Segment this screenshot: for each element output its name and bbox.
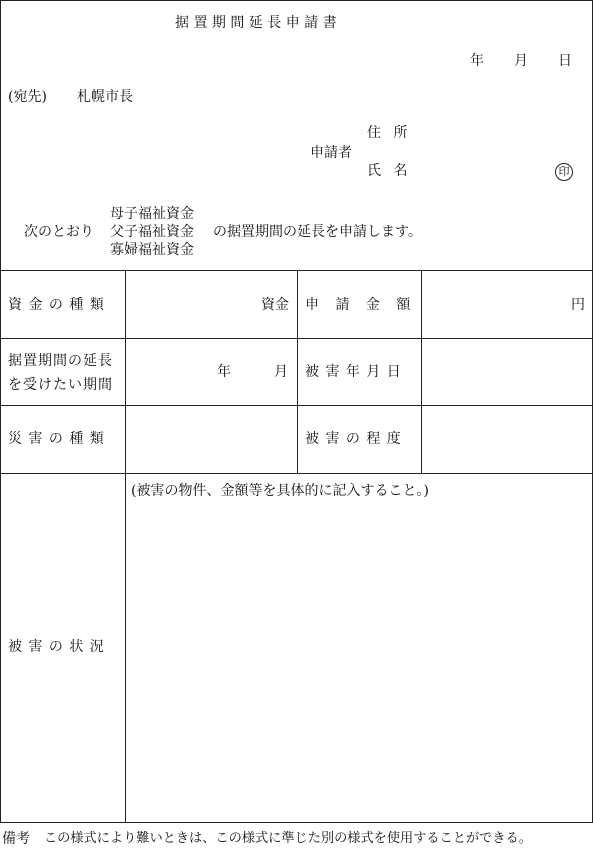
extension-label-line1: 据置期間の延長 — [8, 353, 113, 369]
col-divider-2 — [297, 270, 298, 473]
form-title: 据 置 期 間 延 長 申 請 書 — [175, 15, 337, 31]
period-year-label: 年 — [217, 364, 231, 380]
remark-text: この様式により難いときは、この様式に準じた別の様式を使用することができる。 — [44, 831, 532, 846]
disaster-type-label: 災 害 の 種 類 — [8, 431, 105, 447]
fund-option-widow: 寡婦福祉資金 — [110, 242, 194, 258]
row-divider-3 — [0, 473, 593, 474]
applicant-label: 申請者 — [310, 145, 352, 161]
address-label: 住 所 — [367, 125, 412, 141]
col-divider-3 — [421, 270, 422, 473]
date-year-label: 年 — [470, 53, 484, 69]
damage-degree-label: 被 害 の 程 度 — [305, 431, 402, 447]
extension-label-line2: を受けたい期間 — [8, 377, 113, 393]
addressee: 札幌市長 — [77, 89, 133, 105]
addressee-prefix: (宛先) — [8, 89, 47, 105]
remark-label: 備考 — [2, 831, 30, 847]
fund-type-label: 資 金 の 種 類 — [8, 297, 105, 313]
seal-mark: 印 — [555, 163, 573, 181]
amount-label: 申 請 金 額 — [305, 297, 417, 313]
col-divider-1 — [125, 270, 126, 822]
name-label: 氏 名 — [367, 163, 412, 179]
period-month-label: 月 — [274, 364, 288, 380]
intro-suffix: の据置期間の延長を申請します。 — [213, 224, 422, 240]
date-day-label: 日 — [558, 53, 572, 69]
fund-option-mother: 母子福祉資金 — [110, 206, 194, 222]
intro-prefix: 次のとおり — [24, 224, 94, 240]
damage-status-label: 被 害 の 状 況 — [8, 639, 105, 655]
damage-status-note: (被害の物件、金額等を具体的に記入すること。) — [131, 483, 429, 499]
fund-option-father: 父子福祉資金 — [110, 224, 194, 240]
fund-type-suffix: 資金 — [261, 297, 289, 313]
damage-date-label: 被 害 年 月 日 — [305, 364, 402, 380]
date-month-label: 月 — [514, 53, 528, 69]
amount-unit: 円 — [571, 297, 585, 313]
